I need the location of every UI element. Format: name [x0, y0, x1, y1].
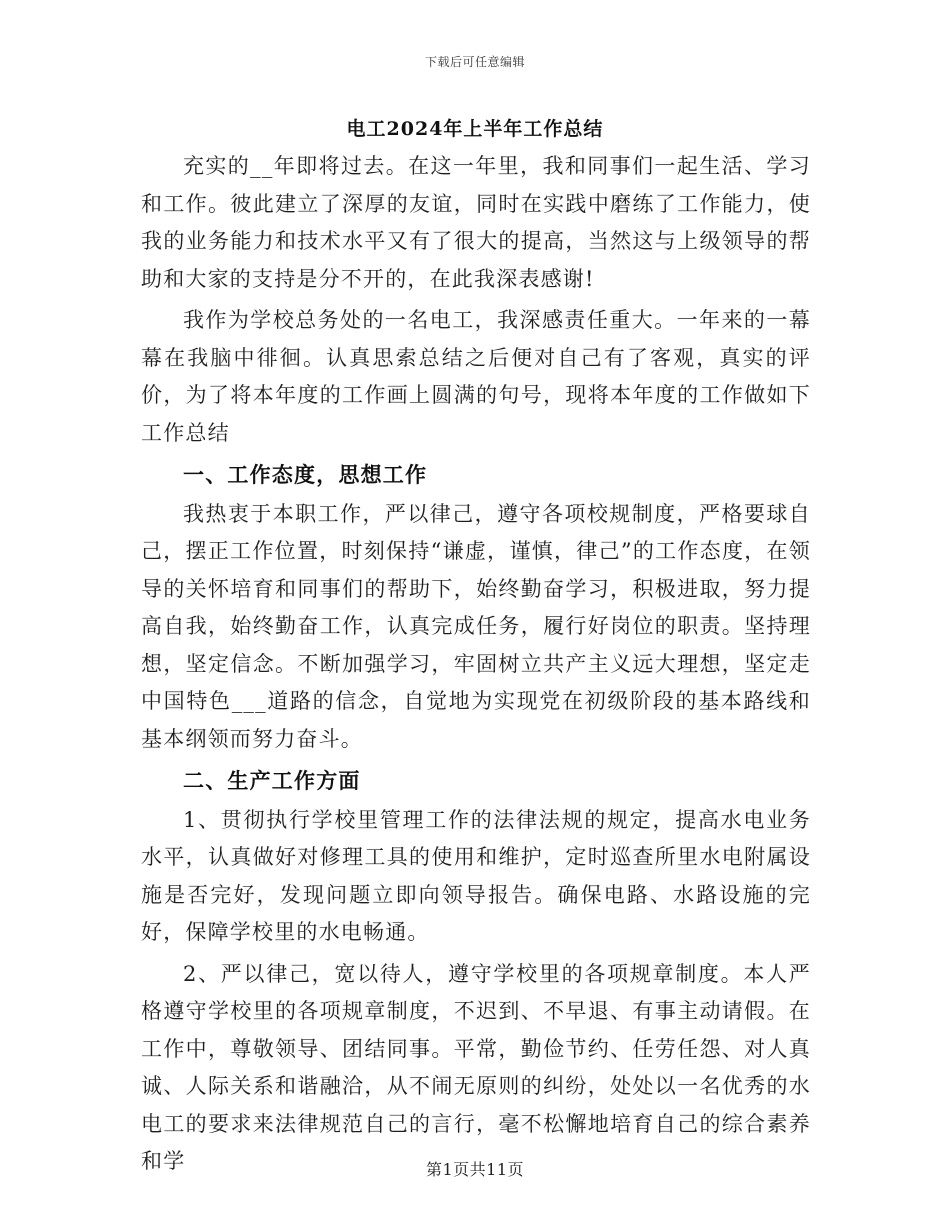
- paragraph-attitude: 我热衷于本职工作，严以律己，遵守各项校规制度，严格要球自己，摆正工作位置，时刻保持“谦虚，谨慎，律己”的工作态度，在领导的关怀培育和同事们的帮助下，始终勤奋学习，积极进取，努力提高自我，始终勤奋工作，认真完成任务，履行好岗位的职责。坚持理想，坚定信念。不断加强学习，牢固树立共产主义远大理想，坚定走中国特色___道路的信念，自觉地为实现党在初级阶段的基本路线和基本纲领而努力奋斗。: [141, 501, 811, 751]
- page-number-footer: 第1页共11页: [425, 1160, 525, 1179]
- paragraph-production-2: 2、严以律己，宽以待人，遵守学校里的各项规章制度。本人严格遵守学校里的各项规章制度，不迟到、不早退、有事主动请假。在工作中，尊敬领导、团结同事。平常，勤俭节约、任劳任怨、对人真诚、人际关系和谐融洽，从不闹无原则的纠纷，处处以一名优秀的水电工的要求来法律规范自己的言行，毫不松懈地培育自己的综合素养和学: [141, 961, 811, 1173]
- paragraph-production-1: 1、贯彻执行学校里管理工作的法律法规的规定，提高水电业务水平，认真做好对修理工具的使用和维护，定时巡查所里水电附属设施是否完好，发现问题立即向领导报告。确保电路、水路设施的完好，保障学校里的水电畅通。: [141, 807, 811, 944]
- section-heading-attitude: 一、工作态度，思想工作: [183, 462, 428, 487]
- header-note: 下载后可任意编辑: [424, 55, 525, 69]
- document-body: [141, 148, 811, 1185]
- paragraph-role: 我作为学校总务处的一名电工，我深感责任重大。一年来的一幕幕在我脑中徘徊。认真思索总结之后便对自己有了客观，真实的评价，为了将本年度的工作画上圆满的句号，现将本年度的工作做如下工作总结: [141, 308, 811, 445]
- document-title: 电工2024年上半年工作总结: [346, 118, 604, 140]
- section-heading-production: 二、生产工作方面: [183, 768, 361, 793]
- paragraph-intro: 充实的__年即将过去。在这一年里，我和同事们一起生活、学习和工作。彼此建立了深厚的友谊，同时在实践中磨练了工作能力，使我的业务能力和技术水平又有了很大的提高，当然这与上级领导的帮助和大家的支持是分不开的，在此我深表感谢!: [141, 154, 811, 291]
